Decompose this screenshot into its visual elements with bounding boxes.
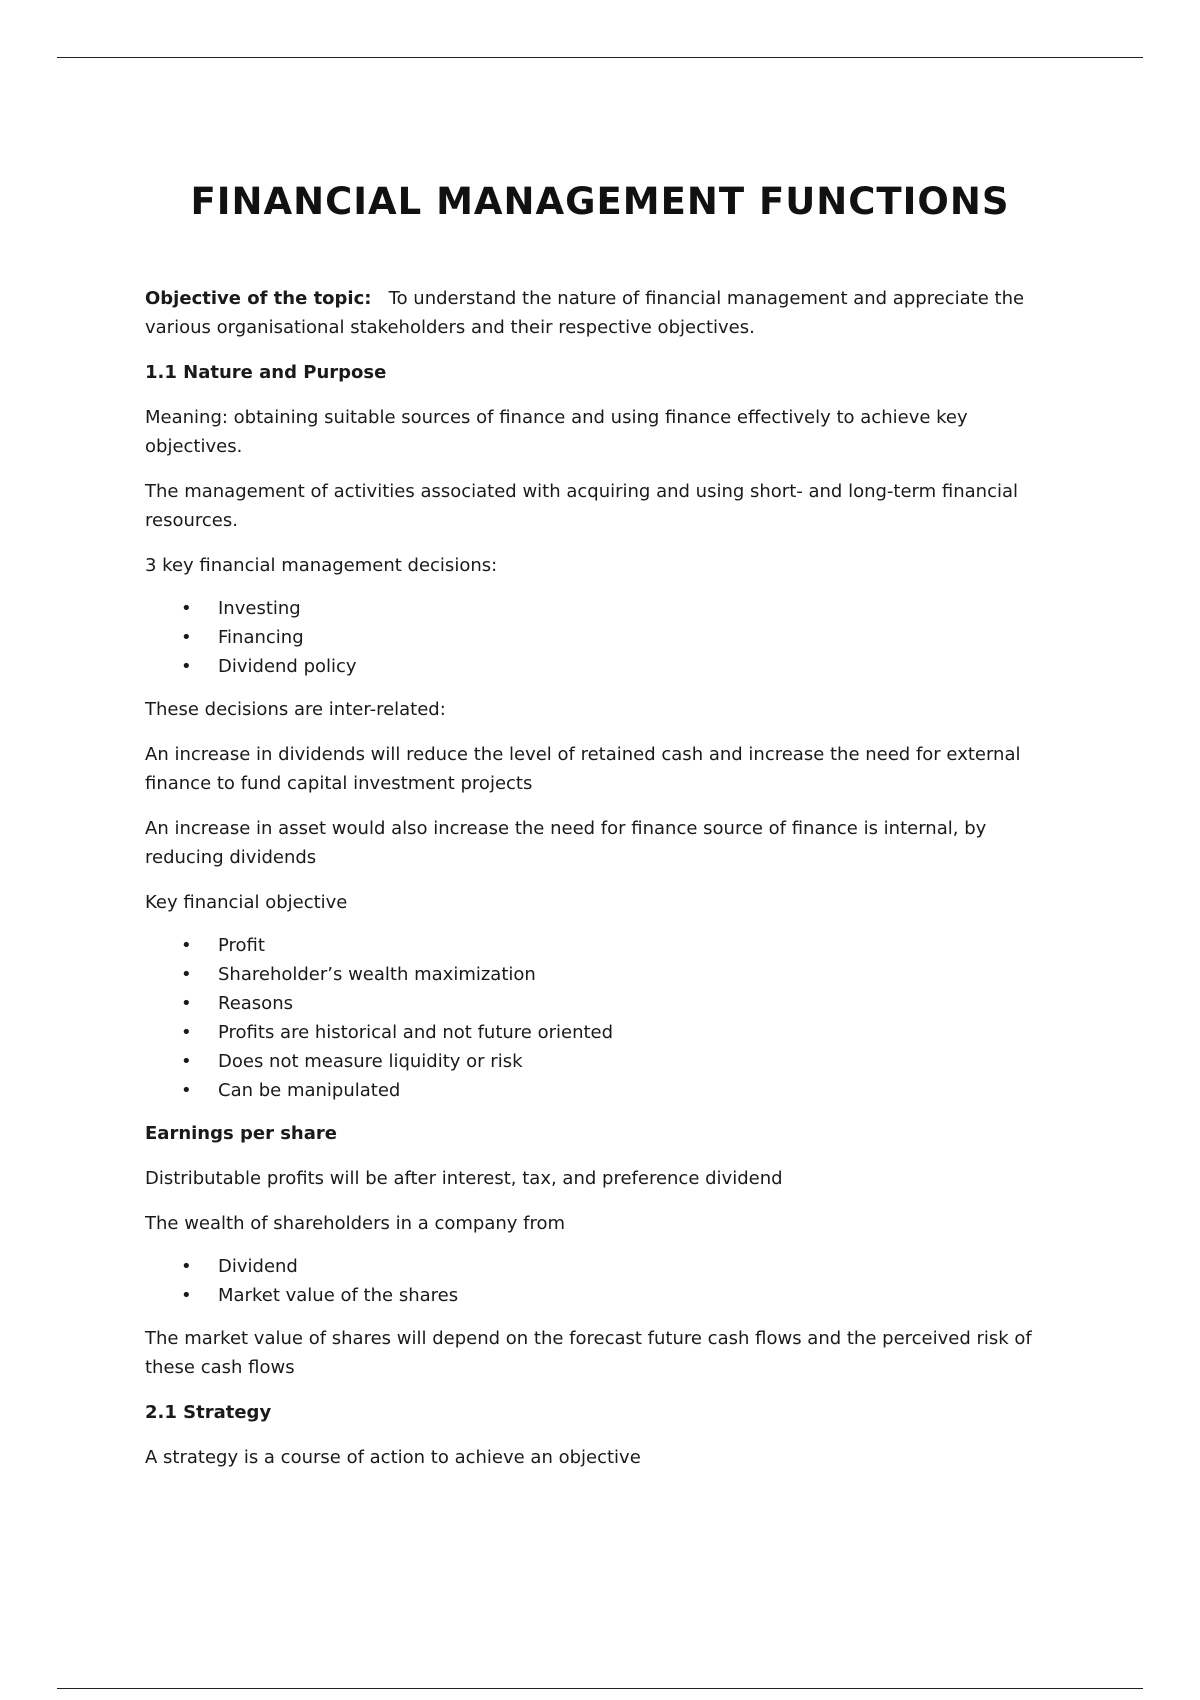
objective-text: To understand the nature of financial management and appreciate the various organisational stakeholders and their respective objectives. xyxy=(145,288,1025,338)
document-body xyxy=(145,284,1045,1488)
decisions-intro: 3 key financial management decisions: xyxy=(145,555,498,576)
eps-heading: Earnings per share xyxy=(145,1123,337,1144)
list-item: • Market value of the shares xyxy=(145,1281,1045,1310)
distributable-paragraph: Distributable profits will be after interest, tax, and preference dividend xyxy=(145,1168,783,1189)
dividends-paragraph: An increase in dividends will reduce the level of retained cash and increase the need for external finance to fund capital investment projects xyxy=(145,744,1021,794)
list-item: • Reasons xyxy=(145,989,1045,1018)
wealth-list xyxy=(145,1252,1045,1310)
list-item: • Investing xyxy=(145,594,1045,623)
market-value-paragraph: The market value of shares will depend on the forecast future cash flows and the perceived risk of these cash flows xyxy=(145,1328,1032,1378)
list-item: • Shareholder’s wealth maximization xyxy=(145,960,1045,989)
objective-paragraph xyxy=(145,284,1045,342)
bottom-rule xyxy=(57,1688,1143,1689)
page-title: FINANCIAL MANAGEMENT FUNCTIONS xyxy=(190,180,1010,223)
strategy-definition: A strategy is a course of action to achieve an objective xyxy=(145,1447,641,1468)
management-paragraph: The management of activities associated with acquiring and using short- and long-term financial resources. xyxy=(145,481,1018,531)
objective-intro: Key financial objective xyxy=(145,892,348,913)
list-item: • Financing xyxy=(145,623,1045,652)
list-item: • Profits are historical and not future oriented xyxy=(145,1018,1045,1047)
list-item: • Profit xyxy=(145,931,1045,960)
objective-label: Objective of the topic: xyxy=(145,288,372,309)
wealth-intro: The wealth of shareholders in a company from xyxy=(145,1213,566,1234)
section-heading-1-1: 1.1 Nature and Purpose xyxy=(145,362,387,383)
asset-paragraph: An increase in asset would also increase the need for finance source of finance is internal, by reducing dividends xyxy=(145,818,987,868)
objectives-list xyxy=(145,931,1045,1105)
section-heading-2-1: 2.1 Strategy xyxy=(145,1402,272,1423)
list-item: • Dividend policy xyxy=(145,652,1045,681)
list-item: • Does not measure liquidity or risk xyxy=(145,1047,1045,1076)
interrelated-paragraph: These decisions are inter-related: xyxy=(145,699,446,720)
meaning-paragraph: Meaning: obtaining suitable sources of finance and using finance effectively to achieve key objectives. xyxy=(145,407,968,457)
decisions-list xyxy=(145,594,1045,681)
top-rule xyxy=(57,57,1143,58)
list-item: • Dividend xyxy=(145,1252,1045,1281)
list-item: • Can be manipulated xyxy=(145,1076,1045,1105)
